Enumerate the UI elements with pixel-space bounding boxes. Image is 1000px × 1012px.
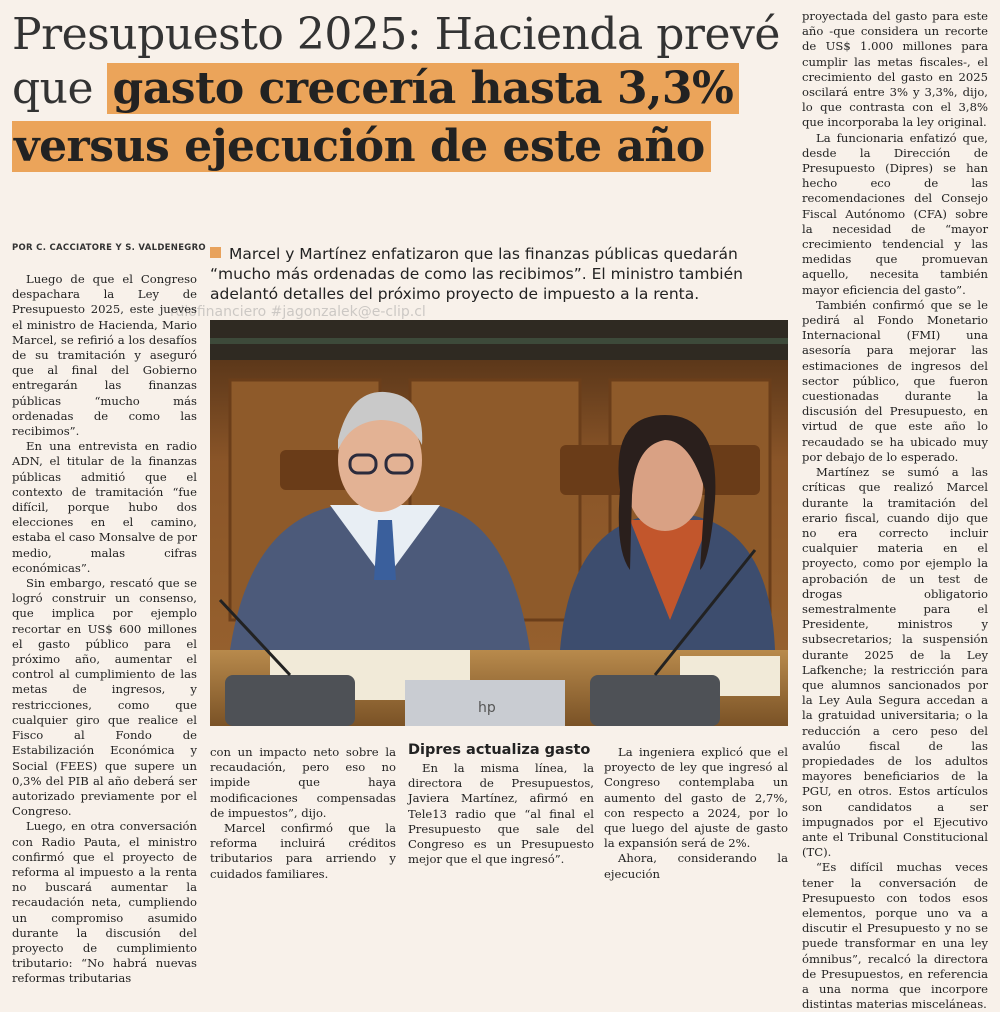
section-subheading: Dipres actualiza gasto <box>408 742 591 758</box>
paragraph: La ingeniera explicó que el proyecto de ley que ingresó al Congreso contemplaba un aumento del gasto de 2,7%, con respecto a 2024, por lo que luego del ajuste de gasto la expansión será de 2%. <box>604 745 788 851</box>
byline: POR C. CACCIATORE Y S. VALDENEGRO <box>12 243 206 253</box>
paragraph: Sin embargo, rescató que se logró construir un consenso, que implica por ejemplo recortar en US$ 600 millones el gasto público para el próximo año, aumentar el control al cumplimiento de las metas de ingresos, y restricciones, como que cualquier giro que realice el Fisco al Fondo de Estabilización Económica y Social (FEES) que supere un 0,3% del PIB al año deberá ser autorizado previamente por el Congreso. <box>12 576 197 819</box>
paragraph: Luego, en otra conversación con Radio Pauta, el ministro confirmó que el proyecto de reforma al impuesto a la renta no buscará aumentar la recaudación neta, cumpliendo un compromiso asumido durante la discusión del proyecto de cumplimiento tributario: “No habrá nuevas reformas tributarias <box>12 819 197 986</box>
paragraph: “Es difícil muchas veces tener la conversación de Presupuesto con todos esos elementos, porque uno va a discutir el Presupuesto y no se puede transformar en una ley ómnibus”, recalcó la directora de Presupuestos, en referencia a una norma que incorpore distintas materias misceláneas. <box>802 860 988 1012</box>
article-column-2 <box>210 745 396 882</box>
paragraph: proyectada del gasto para este año -que considera un recorte de US$ 1.000 millones para cumplir las metas fiscales-, el crecimiento del gasto en 2025 oscilará entre 3% y 3,3%, dijo, lo que contrasta con el 3,8% que incorporaba la ley original. <box>802 9 988 130</box>
lead-paragraph <box>210 244 790 304</box>
paragraph: La funcionaria enfatizó que, desde la Dirección de Presupuesto (Dipres) se han hecho eco de las recomendaciones del Consejo Fiscal Autónomo (CFA) sobre la necesidad de “mayor crecimiento tendencial y las medidas que promuevan aquello, necesita también mayor eficiencia del gasto”. <box>802 130 988 297</box>
paragraph: Marcel confirmó que la reforma incluirá créditos tributarios para arriendo y cuidados familiares. <box>210 821 396 881</box>
paragraph: Ahora, considerando la ejecución <box>604 851 788 881</box>
article-column-5 <box>802 9 988 1012</box>
paragraph: En la misma línea, la directora de Presupuestos, Javiera Martínez, afirmó en Tele13 radio que “al final el Presupuesto que sale del Congreso es un Presupuesto mejor que el que ingresó”. <box>408 761 594 867</box>
photo-illustration <box>210 320 788 726</box>
paragraph: Luego de que el Congreso despachara la Ley de Presupuesto 2025, este jueves el ministro de Hacienda, Mario Marcel, se refirió a los desafíos de su tramitación y aseguró que al final del Gobierno entregarán las finanzas públicas “mucho más ordenadas de como las recibimos”. <box>12 272 197 439</box>
article-photo <box>210 320 788 726</box>
paragraph: En una entrevista en radio ADN, el titular de la finanzas públicas admitió que el contexto de tramitación “fue difícil, porque hubo dos elecciones en el camino, estaba el caso Monsalve de por medio, malas cifras económicas”. <box>12 439 197 575</box>
headline-highlight-1: gasto crecería hasta 3,3% <box>107 63 740 114</box>
article-column-3 <box>408 761 594 867</box>
watermark: rdiofinanciero #jagonzalek@e-clip.cl <box>170 304 426 320</box>
headline-line-2-plain: que <box>12 63 107 114</box>
laptop-logo: hp <box>478 700 496 716</box>
paragraph: con un impacto neto sobre la recaudación, pero eso no impide que haya modificaciones compensadas de impuestos”, dijo. <box>210 745 396 820</box>
headline-highlight-2: versus ejecución de este año <box>12 121 711 172</box>
article-column-4 <box>604 745 788 882</box>
lead-text: Marcel y Martínez enfatizaron que las finanzas públicas quedarán “mucho más ordenadas de como las recibimos”. El ministro también adelantó detalles del próximo proyecto de impuesto a la renta. <box>210 245 743 303</box>
square-bullet-icon <box>210 247 221 258</box>
paragraph: Martínez se sumó a las críticas que realizó Marcel durante la tramitación del erario fiscal, cuando dijo que no era correcto incluir cualquier materia en el proyecto, como por ejemplo la aprobación de un test de drogas obligatorio semestralmente para el Presidente, ministros y subsecretarios; la suspensión durante 2025 de la Ley Lafkenche; la restricción para que alumnos sancionados por la Ley Aula Segura accedan a la gratuidad universitaria; o la reducción a cero peso del avalúo fiscal de las propiedades de los adultos mayores beneficiarios de la PGU, en otros. Estos artículos son candidatos a ser impugnados por el Ejecutivo ante el Tribunal Constitucional (TC). <box>802 465 988 860</box>
paragraph: También confirmó que se le pedirá al Fondo Monetario Internacional (FMI) una asesoría para mejorar las estimaciones de ingresos del sector público, que fueron cuestionadas durante la discusión del Presupuesto, en virtud de que este año lo recaudado se ha ubicado muy por debajo de lo esperado. <box>802 297 988 464</box>
article-column-1 <box>12 272 197 987</box>
headline-line-1: Presupuesto 2025: Hacienda prevé <box>12 9 780 60</box>
